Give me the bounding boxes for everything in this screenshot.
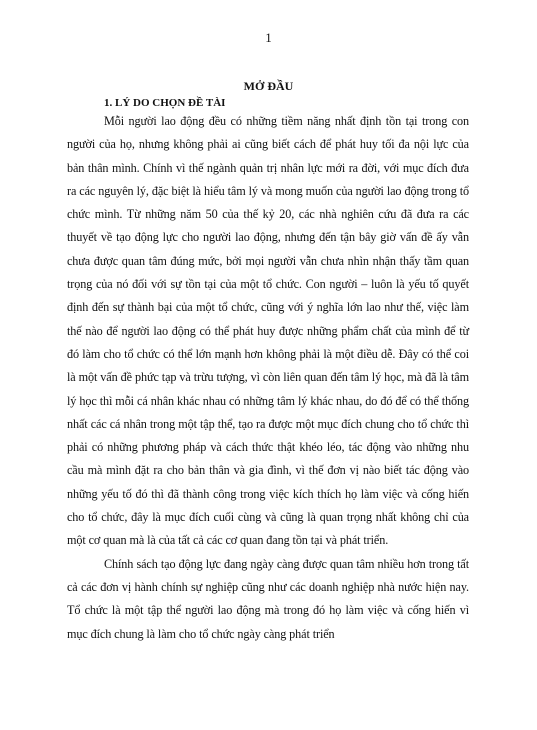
page-number: 1 <box>265 30 272 45</box>
paragraph-1: Mỗi người lao động đều có những tiềm năng nhất định tồn tại trong con người của họ, nhưng không phải ai cũng biết cách để phát huy tối đa nội lực của bản thân mình. Chính vì thế ngành quản trị nhân lực mới ra đời, với mục đích đưa ra các nguyên lý, đặc biệt là hiểu tâm lý và mong muốn của người lao động trong tổ chức mình. Từ những năm 50 của thế kỷ 20, các nhà nghiên cứu đã đưa ra các thuyết về tạo động lực cho người lao động, nhưng đến tận bây giờ vấn đề ấy vẫn chưa được quan tâm đúng mức, bởi mọi người vẫn chưa nhìn nhận thấy tầm quan trọng của nó đối với sự tồn tại của một tổ chức. Con người – luôn là yếu tố quyết định đến sự thành bại của một tổ chức, cũng với ý nghĩa lớn lao như thế, việc làm thế nào để người lao động có thể phát huy được những phẩm chất của mình để từ đó làm cho tổ chức có thể lớn mạnh hơn không phải là một điều dễ. Đây có thể coi là một vấn đề phức tạp và trừu tượng, vì còn liên quan đến tâm lý học, mà đã là tâm lý học thì mỗi cá nhân khác nhau có những tâm lý khác nhau, do đó để có thể thống nhất các cá nhân trong một tập thể, tạo ra được một mục đích chung cho tổ chức thì phải có những phương pháp và cách thức thật khéo léo, tác động vào những nhu cầu mà mình đặt ra cho bản thân và gia đình, vì thế đơn vị nào biết tác động vào những yếu tố đó thì đã thành công trong việc kích thích họ làm việc và cống hiến cho tổ chức, đây là mục đích cuối cùng và cũng là quan trọng nhất không chỉ của một cơ quan mà là của tất cả các cơ quan đang tồn tại và phát triển. <box>67 114 469 548</box>
paragraph-2: Chính sách tạo động lực đang ngày càng được quan tâm nhiều hơn trong tất cả các đơn vị hành chính sự nghiệp cũng như các doanh nghiệp nhà nước hiện nay. Tổ chức là một tập thể người lao động mà trong đó họ làm việc và cống hiến vì mục đích chung là làm cho tổ chức ngày càng phát triển <box>67 556 469 641</box>
body-text <box>67 110 469 646</box>
document-heading: MỞ ĐẦU <box>243 79 294 93</box>
section-title: 1. LÝ DO CHỌN ĐỀ TÀI <box>104 97 226 109</box>
